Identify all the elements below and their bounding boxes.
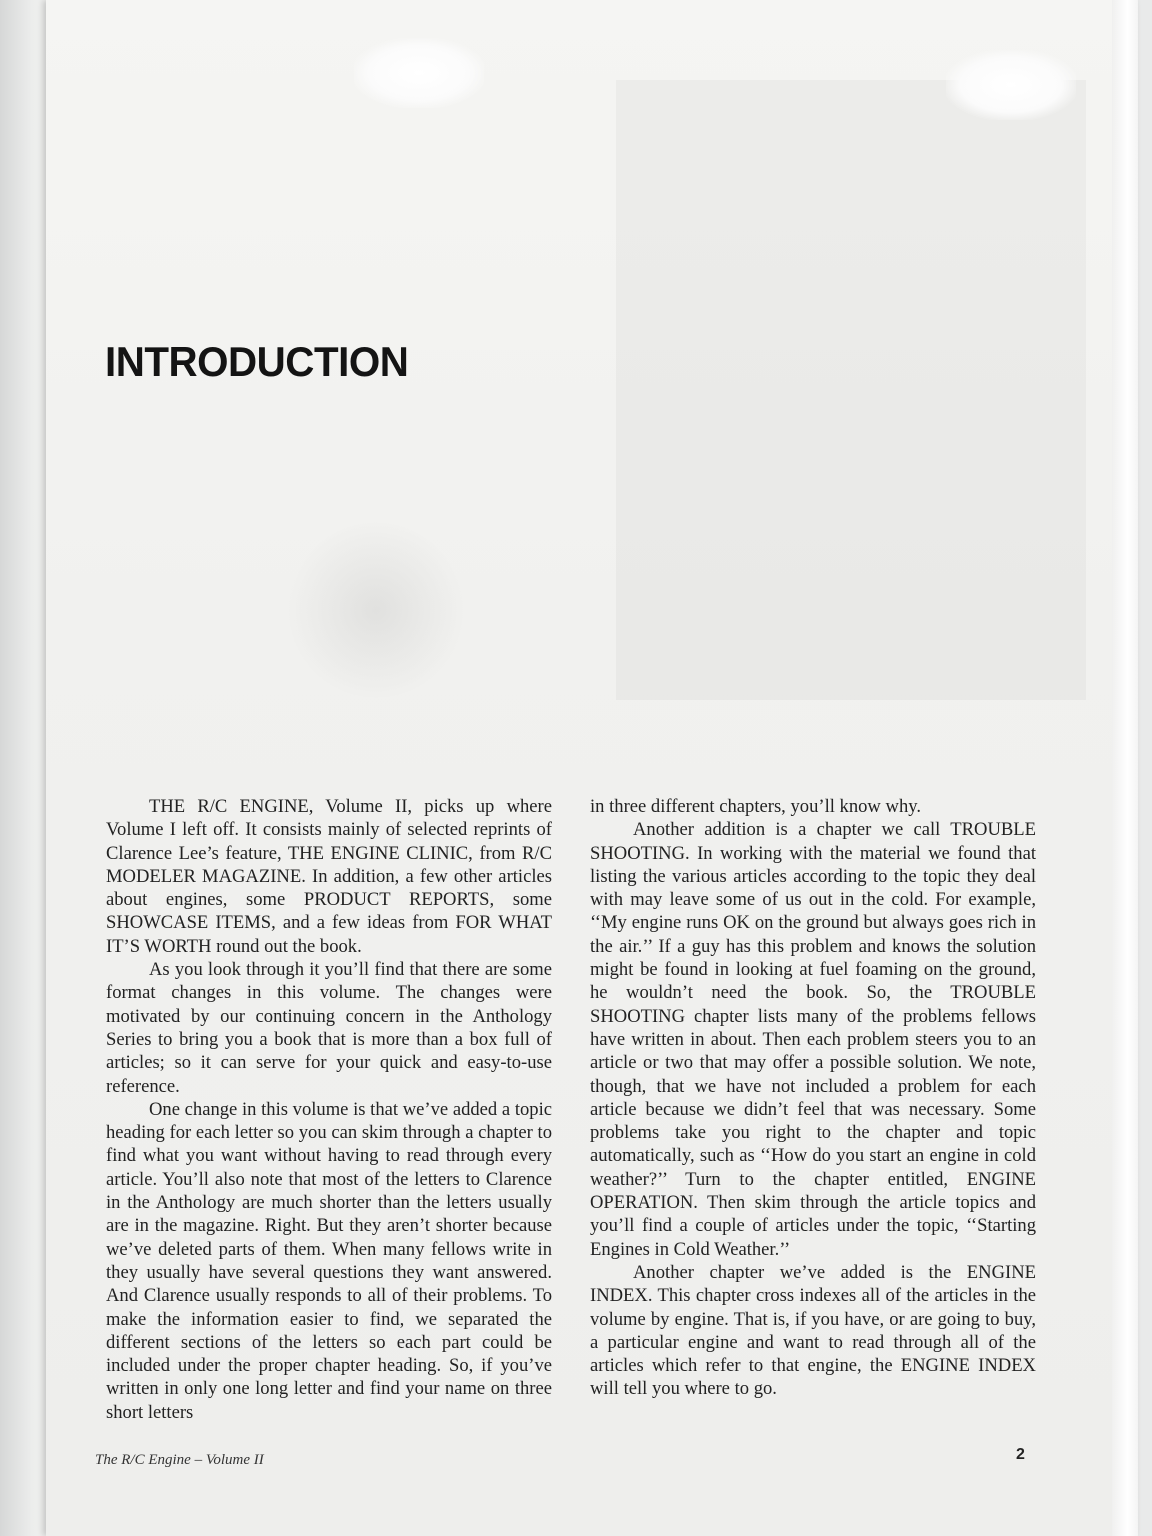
page-tear-mark [354, 38, 484, 108]
running-footer-title: The R/C Engine – Volume II [95, 1452, 264, 1468]
text-column-left [106, 795, 552, 1424]
page-edge [1112, 0, 1138, 1536]
paragraph-continued: in three different chapters, you’ll know why. [590, 796, 921, 817]
page-title: INTRODUCTION [105, 338, 409, 385]
show-through-image [286, 520, 466, 700]
paragraph: One change in this volume is that we’ve added a topic heading for each letter so you can skim through a chapter to find what you want without having to read through every article. You’ll also note that most of the letters to Clarence in the Anthology are much shorter than the letters usually are in the magazine. Right. But they aren’t shorter because we’ve deleted parts of them. When many fellows write in they usually have several questions they want answered. And Clarence usually responds to all of their problems. To make the information easier to find, we separated the different sections of the letters so each part could be included under the proper chapter heading. So, if you’ve written in only one long letter and find your name on three short letters [106, 1098, 552, 1423]
paragraph: Another chapter we’ve added is the ENGINE INDEX. This chapter cross indexes all of the articles in the volume by engine. That is, if you have, or are going to buy, a particular engine and want to read through all of the articles which refer to that engine, the ENGINE INDEX will tell you where to go. [590, 1261, 1036, 1400]
paragraph: Another addition is a chapter we call TROUBLE SHOOTING. In working with the material we found that listing the various articles according to the topic they deal with may leave some of us out in the cold. For example, ‘‘My engine runs OK on the ground but always goes rich in the air.’’ If a guy has this problem and knows the solution might be found in looking at fuel foaming on the ground, he wouldn’t need the book. So, the TROUBLE SHOOTING chapter lists many of the problems fellows have written in about. Then each problem steers you to an article or two that may offer a possible solution. We note, though, that we have not included a problem for each article because we didn’t feel that was necessary. Some problems take you right to the chapter and topic automatically, such as ‘‘How do you start an engine in cold weather?’’ Turn to the chapter entitled, ENGINE OPERATION. Then skim through the article topics and you’ll find a couple of articles under the topic, ‘‘Starting Engines in Cold Weather.’’ [590, 819, 1036, 1260]
page-tear-mark [946, 50, 1076, 120]
paragraph: As you look through it you’ll find that there are some format changes in this volume. The changes were motivated by our continuing concern in the Anthology Series to bring you a book that is more than a box full of articles; so it can serve for your quick and easy-to-use reference. [106, 959, 552, 1097]
page-number: 2 [1016, 1446, 1025, 1463]
paragraph: THE R/C ENGINE, Volume II, picks up where Volume I left off. It consists mainly of selected reprints of Clarence Lee’s feature, THE ENGINE CLINIC, from R/C MODELER MAGAZINE. In addition, a few other articles about engines, some PRODUCT REPORTS, some SHOWCASE ITEMS, and a few ideas from FOR WHAT IT’S WORTH round out the book. [106, 796, 552, 957]
text-column-right [590, 795, 1036, 1401]
show-through-text-area [616, 80, 1086, 700]
